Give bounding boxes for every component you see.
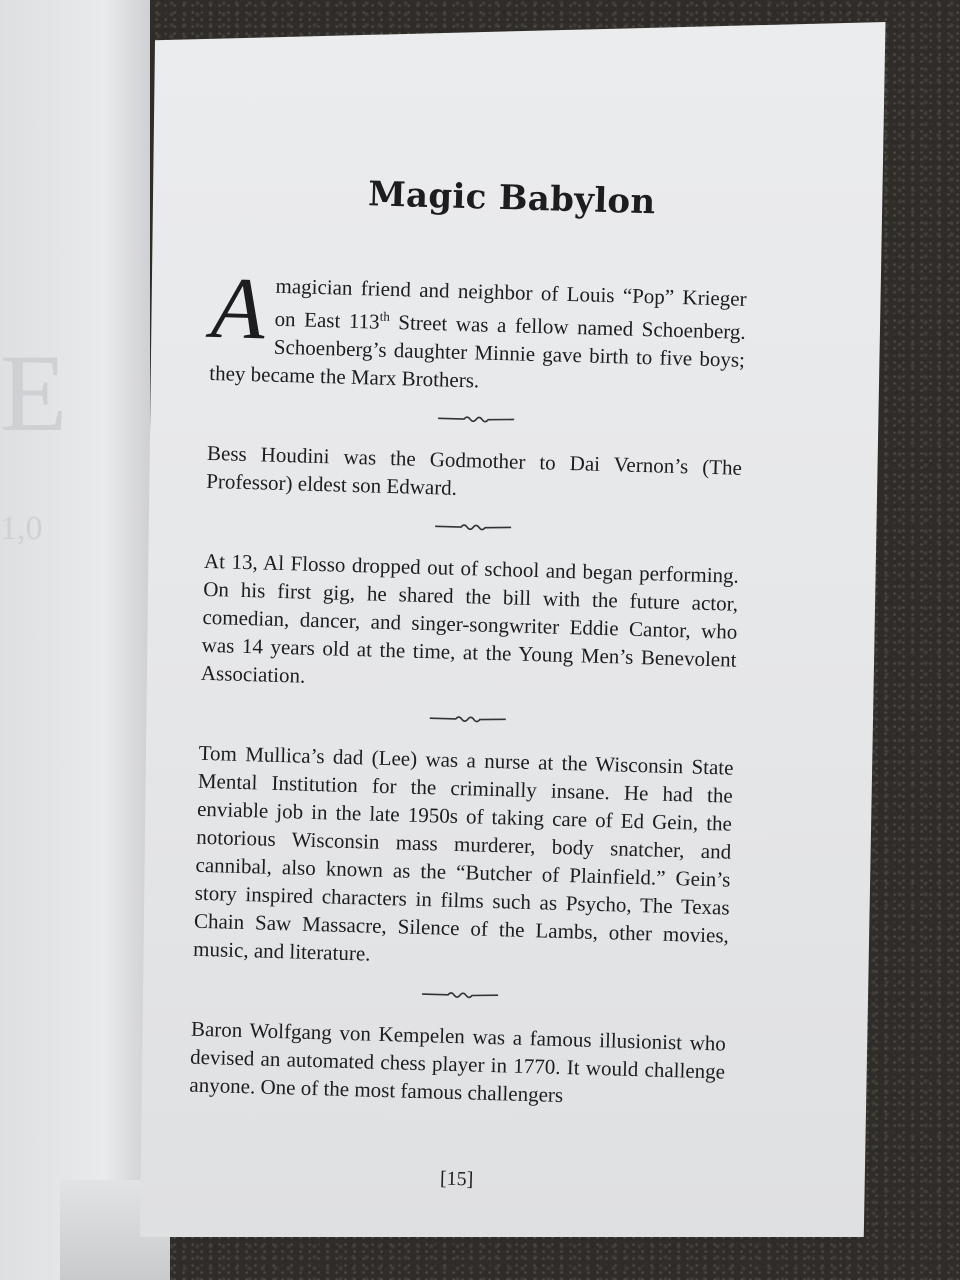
entry-1-text-b: Street was a fellow named Schoenberg. Schoenberg’s daughter Minnie gave birth to five boys; they became the Marx Brothers. — [208, 309, 747, 393]
facing-page-bleed-through-small: 1,0 — [0, 510, 43, 547]
entry-5: Baron Wolfgang von Kempelen was a famous illusionist who devised an automated chess player in 1770. It would challenge anyone. One of the most famous challengers — [189, 1016, 727, 1108]
chapter-title: Magic Babylon — [367, 174, 657, 223]
entry-2: Bess Houdini was the Godmother to Dai Vernon’s (The Professor) eldest son Edward. — [205, 440, 743, 500]
entry-4: Tom Mullica’s dad (Lee) was a nurse at the Wisconsin State Mental Institution for the criminally insane. He had the enviable job in the late 1950s of taking care of Ed Gein, the notorious Wisconsin mass murderer, body snatcher, and cannibal, also known as the “Butcher of Plainfield.” Gein’s story inspired characters in films such as Psycho, The Texas Chain Saw Massacre, Silence of the Lambs, other movies, music, and literature. — [192, 740, 734, 966]
entry-3: At 13, Al Flosso dropped out of school and began performing. On his first gig, he shared the bill with the future actor, comedian, dancer, and singer-songwriter Eddie Cantor, who was 14 years old at the time, at the Young Men’s Benevolent Association. — [200, 548, 740, 688]
entry-1-text-a: magician friend and neighbor of Louis “Pop” Krieger on East 113 — [274, 273, 747, 334]
vine-flourish-icon — [436, 411, 516, 425]
entry-1-superscript: th — [379, 308, 391, 324]
facing-page — [0, 0, 150, 1280]
facing-page-bleed-through: E — [0, 332, 68, 454]
vine-flourish-icon — [427, 711, 507, 725]
vine-flourish-icon — [432, 519, 512, 533]
page-content — [189, 170, 750, 1114]
vine-flourish-icon — [419, 987, 499, 1001]
page-number: [15] — [439, 1167, 474, 1191]
drop-cap: A — [209, 259, 267, 359]
entry-1 — [208, 259, 747, 402]
